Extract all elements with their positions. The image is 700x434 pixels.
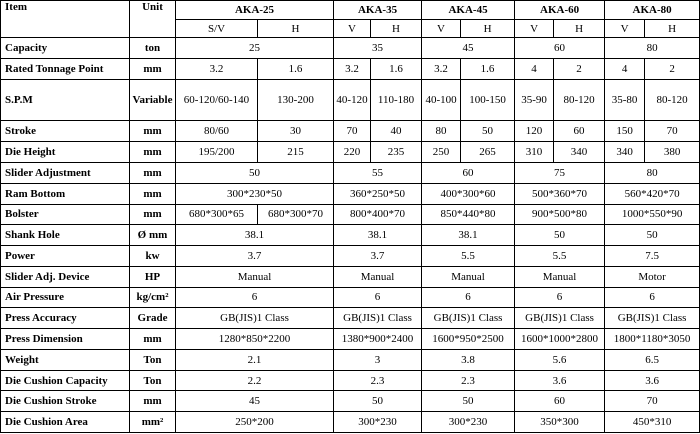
- value-cell: Manual: [334, 266, 422, 287]
- value-cell: 6.5: [605, 349, 700, 370]
- value-cell: 1.6: [371, 59, 422, 80]
- value-cell: 1600*1000*2800: [515, 329, 605, 350]
- value-cell: 340: [554, 142, 605, 163]
- row-unit: mm: [130, 59, 176, 80]
- value-cell: 300*230*50: [176, 183, 334, 204]
- table-row: [1, 308, 700, 329]
- table-row: [1, 329, 700, 350]
- value-cell: 100-150: [461, 79, 515, 121]
- row-unit: kg/cm²: [130, 287, 176, 308]
- row-label: Die Cushion Stroke: [1, 391, 130, 412]
- value-cell: GB(JIS)1 Class: [334, 308, 422, 329]
- value-cell: 25: [176, 38, 334, 59]
- value-cell: 3.2: [422, 59, 461, 80]
- row-unit: mm: [130, 121, 176, 142]
- value-cell: 195/200: [176, 142, 258, 163]
- row-label: Slider Adjustment: [1, 162, 130, 183]
- row-unit: mm: [130, 391, 176, 412]
- value-cell: 80: [605, 38, 700, 59]
- row-unit: Ø mm: [130, 225, 176, 246]
- row-unit: Ton: [130, 370, 176, 391]
- value-cell: 3: [334, 349, 422, 370]
- value-cell: 70: [605, 391, 700, 412]
- value-cell: 50: [334, 391, 422, 412]
- value-cell: Motor: [605, 266, 700, 287]
- value-cell: 38.1: [334, 225, 422, 246]
- row-unit: mm: [130, 329, 176, 350]
- value-cell: 350*300: [515, 412, 605, 433]
- value-cell: Manual: [515, 266, 605, 287]
- value-cell: 130-200: [258, 79, 334, 121]
- row-label: Rated Tonnage Point: [1, 59, 130, 80]
- value-cell: 80-120: [554, 79, 605, 121]
- row-unit: mm: [130, 142, 176, 163]
- value-cell: 1600*950*2500: [422, 329, 515, 350]
- value-cell: 6: [422, 287, 515, 308]
- model-header: AKA-45: [422, 1, 515, 20]
- value-cell: 45: [176, 391, 334, 412]
- value-cell: 680*300*70: [258, 204, 334, 225]
- value-cell: 45: [422, 38, 515, 59]
- value-cell: 300*230: [422, 412, 515, 433]
- table-row: [1, 246, 700, 267]
- value-cell: 1000*550*90: [605, 204, 700, 225]
- value-cell: 50: [422, 391, 515, 412]
- value-cell: 70: [334, 121, 371, 142]
- subheader-cell: V: [334, 19, 371, 38]
- value-cell: 6: [334, 287, 422, 308]
- value-cell: 800*400*70: [334, 204, 422, 225]
- subheader-cell: H: [645, 19, 700, 38]
- value-cell: 50: [605, 225, 700, 246]
- row-label: Slider Adj. Device: [1, 266, 130, 287]
- value-cell: 5.5: [515, 246, 605, 267]
- table-row: [1, 162, 700, 183]
- row-unit: ton: [130, 38, 176, 59]
- value-cell: 80: [605, 162, 700, 183]
- value-cell: 70: [645, 121, 700, 142]
- table-row: [1, 121, 700, 142]
- value-cell: 3.6: [515, 370, 605, 391]
- subheader-cell: S/V: [176, 19, 258, 38]
- value-cell: 310: [515, 142, 554, 163]
- row-unit: mm: [130, 204, 176, 225]
- value-cell: 220: [334, 142, 371, 163]
- subheader-cell: V: [515, 19, 554, 38]
- row-label: S.P.M: [1, 79, 130, 121]
- row-unit: mm²: [130, 412, 176, 433]
- row-label: Bolster: [1, 204, 130, 225]
- value-cell: 3.8: [422, 349, 515, 370]
- row-label: Press Dimension: [1, 329, 130, 350]
- value-cell: 60: [515, 391, 605, 412]
- table-row: [1, 287, 700, 308]
- table-row: [1, 183, 700, 204]
- value-cell: 5.6: [515, 349, 605, 370]
- table-row: [1, 391, 700, 412]
- row-unit: Variable: [130, 79, 176, 121]
- value-cell: 3.6: [605, 370, 700, 391]
- value-cell: 850*440*80: [422, 204, 515, 225]
- value-cell: 2: [645, 59, 700, 80]
- value-cell: 80-120: [645, 79, 700, 121]
- value-cell: 50: [515, 225, 605, 246]
- value-cell: 50: [461, 121, 515, 142]
- value-cell: 5.5: [422, 246, 515, 267]
- value-cell: 1800*1180*3050: [605, 329, 700, 350]
- subheader-cell: H: [461, 19, 515, 38]
- value-cell: 560*420*70: [605, 183, 700, 204]
- value-cell: 235: [371, 142, 422, 163]
- row-label: Press Accuracy: [1, 308, 130, 329]
- value-cell: 55: [334, 162, 422, 183]
- subheader-cell: V: [422, 19, 461, 38]
- value-cell: 60: [554, 121, 605, 142]
- value-cell: 6: [515, 287, 605, 308]
- value-cell: 900*500*80: [515, 204, 605, 225]
- value-cell: 7.5: [605, 246, 700, 267]
- value-cell: 3.7: [176, 246, 334, 267]
- value-cell: Manual: [176, 266, 334, 287]
- value-cell: 6: [605, 287, 700, 308]
- row-label: Air Pressure: [1, 287, 130, 308]
- model-header: AKA-25: [176, 1, 334, 20]
- row-label: Ram Bottom: [1, 183, 130, 204]
- value-cell: GB(JIS)1 Class: [605, 308, 700, 329]
- table-row: [1, 204, 700, 225]
- value-cell: 80/60: [176, 121, 258, 142]
- value-cell: 6: [176, 287, 334, 308]
- value-cell: 38.1: [422, 225, 515, 246]
- row-label: Stroke: [1, 121, 130, 142]
- value-cell: 265: [461, 142, 515, 163]
- value-cell: 2.2: [176, 370, 334, 391]
- value-cell: 1380*900*2400: [334, 329, 422, 350]
- value-cell: 215: [258, 142, 334, 163]
- value-cell: 250: [422, 142, 461, 163]
- value-cell: 80: [422, 121, 461, 142]
- value-cell: 40-120: [334, 79, 371, 121]
- value-cell: 30: [258, 121, 334, 142]
- value-cell: 38.1: [176, 225, 334, 246]
- subheader-cell: H: [258, 19, 334, 38]
- row-unit: HP: [130, 266, 176, 287]
- value-cell: 60-120/60-140: [176, 79, 258, 121]
- row-unit: Grade: [130, 308, 176, 329]
- value-cell: 250*200: [176, 412, 334, 433]
- value-cell: 75: [515, 162, 605, 183]
- header-unit: Unit: [130, 1, 176, 38]
- model-header: AKA-35: [334, 1, 422, 20]
- row-label: Weight: [1, 349, 130, 370]
- row-unit: Ton: [130, 349, 176, 370]
- value-cell: 60: [422, 162, 515, 183]
- value-cell: 4: [515, 59, 554, 80]
- subheader-cell: H: [371, 19, 422, 38]
- value-cell: 2: [554, 59, 605, 80]
- model-header: AKA-60: [515, 1, 605, 20]
- value-cell: Manual: [422, 266, 515, 287]
- value-cell: 1.6: [461, 59, 515, 80]
- table-row: [1, 370, 700, 391]
- value-cell: 340: [605, 142, 645, 163]
- table-row: [1, 412, 700, 433]
- value-cell: 2.3: [422, 370, 515, 391]
- table-row: [1, 349, 700, 370]
- value-cell: 300*230: [334, 412, 422, 433]
- table-row: [1, 225, 700, 246]
- value-cell: 4: [605, 59, 645, 80]
- value-cell: 2.3: [334, 370, 422, 391]
- row-label: Die Cushion Capacity: [1, 370, 130, 391]
- value-cell: 40-100: [422, 79, 461, 121]
- table-row: [1, 142, 700, 163]
- table-row: [1, 266, 700, 287]
- value-cell: 450*310: [605, 412, 700, 433]
- value-cell: 50: [176, 162, 334, 183]
- value-cell: 3.7: [334, 246, 422, 267]
- value-cell: GB(JIS)1 Class: [176, 308, 334, 329]
- value-cell: 380: [645, 142, 700, 163]
- value-cell: 35: [334, 38, 422, 59]
- value-cell: 680*300*65: [176, 204, 258, 225]
- row-label: Shank Hole: [1, 225, 130, 246]
- table-row: [1, 38, 700, 59]
- row-unit: mm: [130, 183, 176, 204]
- value-cell: 360*250*50: [334, 183, 422, 204]
- value-cell: 110-180: [371, 79, 422, 121]
- table-row: [1, 79, 700, 121]
- subheader-cell: V: [605, 19, 645, 38]
- row-label: Die Height: [1, 142, 130, 163]
- row-unit: mm: [130, 162, 176, 183]
- row-unit: kw: [130, 246, 176, 267]
- value-cell: GB(JIS)1 Class: [515, 308, 605, 329]
- value-cell: 3.2: [334, 59, 371, 80]
- value-cell: 1.6: [258, 59, 334, 80]
- value-cell: 150: [605, 121, 645, 142]
- value-cell: GB(JIS)1 Class: [422, 308, 515, 329]
- value-cell: 1280*850*2200: [176, 329, 334, 350]
- value-cell: 120: [515, 121, 554, 142]
- subheader-cell: H: [554, 19, 605, 38]
- value-cell: 500*360*70: [515, 183, 605, 204]
- row-label: Die Cushion Area: [1, 412, 130, 433]
- row-label: Power: [1, 246, 130, 267]
- value-cell: 35-80: [605, 79, 645, 121]
- row-label: Capacity: [1, 38, 130, 59]
- header-item: Item: [1, 1, 130, 38]
- model-header: AKA-80: [605, 1, 700, 20]
- value-cell: 3.2: [176, 59, 258, 80]
- value-cell: 60: [515, 38, 605, 59]
- value-cell: 2.1: [176, 349, 334, 370]
- value-cell: 35-90: [515, 79, 554, 121]
- table-row: [1, 59, 700, 80]
- header-row: [1, 1, 700, 20]
- value-cell: 400*300*60: [422, 183, 515, 204]
- value-cell: 40: [371, 121, 422, 142]
